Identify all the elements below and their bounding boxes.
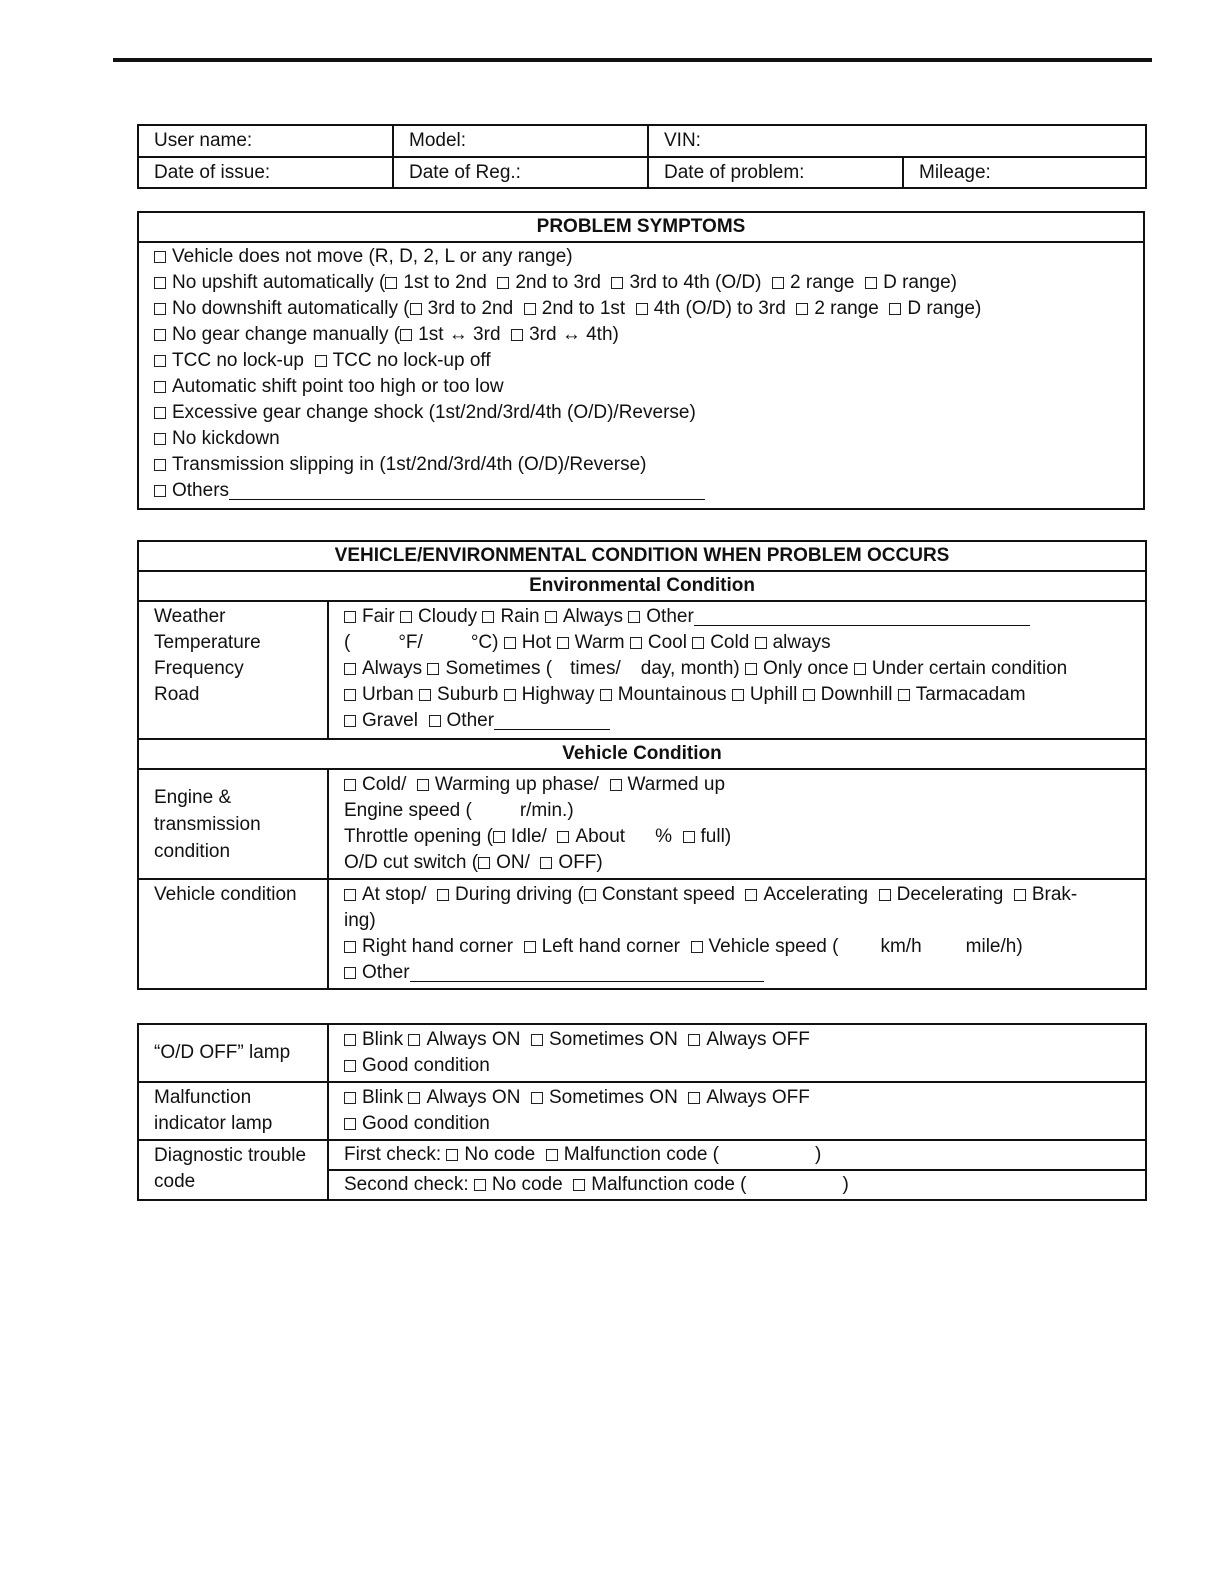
checkbox[interactable] (557, 831, 569, 843)
checkbox[interactable] (344, 715, 356, 727)
checkbox[interactable] (683, 831, 695, 843)
mil-label: Malfunction indicator lamp (154, 1087, 273, 1134)
checkbox[interactable] (691, 941, 703, 953)
checkbox[interactable] (889, 303, 901, 315)
mil-options: Blink Always ON Sometimes ON Always OFF (344, 1085, 1145, 1111)
checkbox[interactable] (504, 637, 516, 649)
checkbox[interactable] (493, 831, 505, 843)
checkbox[interactable] (732, 689, 744, 701)
engine-speed-row: Engine speed ( r/min.) (344, 800, 574, 821)
od-off-lamp-label: “O/D OFF” lamp (154, 1042, 291, 1063)
driving-state-options: At stop/ During driving ( Constant speed Accelerating Decelerating Brak- (344, 882, 1145, 908)
checkbox[interactable] (531, 1092, 543, 1104)
checkbox[interactable] (692, 637, 704, 649)
checkbox[interactable] (478, 857, 490, 869)
environmental-condition-title: Environmental Condition (138, 571, 1146, 601)
user-name-field[interactable]: User name: (138, 125, 393, 157)
corner-speed-options: Right hand corner Left hand corner Vehicle speed ( km/h mile/h) (344, 934, 1145, 960)
checkbox[interactable] (524, 941, 536, 953)
vehicle-condition-label: Vehicle condition (154, 884, 297, 905)
others-blank[interactable] (229, 479, 705, 500)
checkbox[interactable] (600, 689, 612, 701)
checkbox[interactable] (344, 611, 356, 623)
mileage-field[interactable]: Mileage: (903, 157, 1146, 188)
symptom-1: Vehicle does not move (R, D, 2, L or any range) (154, 244, 1143, 270)
checkbox[interactable] (154, 381, 166, 393)
checkbox[interactable] (344, 1034, 356, 1046)
date-of-issue-field[interactable]: Date of issue: (138, 157, 393, 188)
checkbox[interactable] (344, 889, 356, 901)
checkbox[interactable] (400, 611, 412, 623)
conditions-title: VEHICLE/ENVIRONMENTAL CONDITION WHEN PROBLEM OCCURS (138, 541, 1146, 571)
checkbox[interactable] (154, 329, 166, 341)
checkbox[interactable] (154, 407, 166, 419)
frequency-options: Always Sometimes ( times/ day, month) Only once Under certain condition (344, 656, 1145, 682)
checkbox[interactable] (865, 277, 877, 289)
od-lamp-options: Blink Always ON Sometimes ON Always OFF (344, 1027, 1145, 1053)
checkbox[interactable] (429, 715, 441, 727)
vehicle-other-blank[interactable] (410, 961, 764, 982)
checkbox[interactable] (745, 889, 757, 901)
checkbox[interactable] (154, 355, 166, 367)
checkbox[interactable] (344, 779, 356, 791)
checkbox[interactable] (437, 889, 449, 901)
checkbox[interactable] (1014, 889, 1026, 901)
engine-state-options: Cold/ Warming up phase/ Warmed up (344, 772, 1145, 798)
checkbox[interactable] (474, 1179, 486, 1191)
date-of-reg-field[interactable]: Date of Reg.: (393, 157, 648, 188)
checkbox[interactable] (545, 611, 557, 623)
frequency-label: Frequency (154, 658, 244, 679)
problem-symptoms-title: PROBLEM SYMPTOMS (138, 212, 1144, 242)
mil-good: Good condition (344, 1111, 1145, 1137)
date-of-problem-field[interactable]: Date of problem: (648, 157, 903, 188)
checkbox[interactable] (154, 303, 166, 315)
checkbox[interactable] (344, 1060, 356, 1072)
od-cut-switch-row: O/D cut switch ( ON/ OFF) (344, 852, 603, 873)
checkbox[interactable] (408, 1034, 420, 1046)
vin-field[interactable]: VIN: (648, 125, 1146, 157)
checkbox[interactable] (154, 433, 166, 445)
checkbox[interactable] (688, 1092, 700, 1104)
checkbox[interactable] (573, 1179, 585, 1191)
road-other-blank[interactable] (494, 709, 610, 730)
checkbox[interactable] (410, 303, 422, 315)
checkbox[interactable] (482, 611, 494, 623)
symptom-5: TCC no lock-up TCC no lock-up off (154, 348, 1143, 374)
checkbox[interactable] (511, 329, 523, 341)
checkbox[interactable] (154, 459, 166, 471)
checkbox[interactable] (385, 277, 397, 289)
vehicle-info-table (137, 124, 1147, 189)
model-field[interactable]: Model: (393, 125, 648, 157)
temperature-label: Temperature (154, 632, 261, 653)
checkbox[interactable] (796, 303, 808, 315)
checkbox[interactable] (755, 637, 767, 649)
checkbox[interactable] (427, 663, 439, 675)
checkbox[interactable] (854, 663, 866, 675)
checkbox[interactable] (611, 277, 623, 289)
conditions-table (137, 540, 1147, 990)
checkbox[interactable] (315, 355, 327, 367)
checkbox[interactable] (408, 1092, 420, 1104)
checkbox[interactable] (344, 689, 356, 701)
od-lamp-good: Good condition (344, 1053, 1145, 1079)
problem-symptoms-table (137, 211, 1145, 510)
checkbox[interactable] (610, 779, 622, 791)
checkbox[interactable] (630, 637, 642, 649)
checkbox[interactable] (344, 1092, 356, 1104)
road-options-2: Gravel Other (344, 708, 1145, 734)
vehicle-other-row: Other (344, 960, 1145, 986)
symptom-10: Others (154, 478, 1143, 504)
checkbox[interactable] (628, 611, 640, 623)
checkbox[interactable] (446, 1149, 458, 1161)
checkbox[interactable] (497, 277, 509, 289)
symptom-7: Excessive gear change shock (1st/2nd/3rd/4th (O/D)/Reverse) (154, 400, 1143, 426)
weather-label: Weather (154, 606, 226, 627)
checkbox[interactable] (154, 277, 166, 289)
checkbox[interactable] (540, 857, 552, 869)
road-label: Road (154, 684, 200, 705)
symptom-2: No upshift automatically ( 1st to 2nd 2nd to 3rd 3rd to 4th (O/D) 2 range D range) (154, 270, 1143, 296)
checkbox[interactable] (419, 689, 431, 701)
checkbox[interactable] (803, 689, 815, 701)
checkbox[interactable] (546, 1149, 558, 1161)
engine-transmission-label: Engine & transmission condition (154, 786, 261, 862)
checkbox[interactable] (688, 1034, 700, 1046)
weather-options: Fair Cloudy Rain Always Other (344, 604, 1145, 630)
symptom-8: No kickdown (154, 426, 1143, 452)
checkbox[interactable] (879, 889, 891, 901)
top-rule (113, 58, 1152, 62)
weather-other-blank[interactable] (694, 605, 1030, 626)
vehicle-condition-title: Vehicle Condition (138, 739, 1146, 769)
checkbox[interactable] (344, 1118, 356, 1130)
second-check-row: Second check: No code Malfunction code ( ) (344, 1174, 849, 1195)
checkbox[interactable] (344, 941, 356, 953)
checkbox[interactable] (898, 689, 910, 701)
checkbox[interactable] (524, 303, 536, 315)
checkbox[interactable] (400, 329, 412, 341)
checkbox[interactable] (154, 251, 166, 263)
checkbox[interactable] (584, 889, 596, 901)
checkbox[interactable] (344, 967, 356, 979)
lamp-dtc-table (137, 1023, 1147, 1201)
symptom-9: Transmission slipping in (1st/2nd/3rd/4th (O/D)/Reverse) (154, 452, 1143, 478)
checkbox[interactable] (154, 485, 166, 497)
symptom-3: No downshift automatically ( 3rd to 2nd 2nd to 1st 4th (O/D) to 3rd 2 range D range) (154, 296, 1143, 322)
throttle-row: Throttle opening ( Idle/ About % full) (344, 826, 732, 847)
checkbox[interactable] (772, 277, 784, 289)
checkbox[interactable] (557, 637, 569, 649)
checkbox[interactable] (531, 1034, 543, 1046)
road-options: Urban Suburb Highway Mountainous Uphill Downhill Tarmacadam (344, 682, 1145, 708)
checkbox[interactable] (504, 689, 516, 701)
first-check-row: First check: No code Malfunction code ( ) (344, 1144, 822, 1165)
symptom-4: No gear change manually ( 1st ↔ 3rd 3rd ↔ 4th) (154, 322, 1143, 348)
checkbox[interactable] (745, 663, 757, 675)
dtc-label: Diagnostic trouble code (154, 1145, 307, 1192)
checkbox[interactable] (417, 779, 429, 791)
symptom-6: Automatic shift point too high or too low (154, 374, 1143, 400)
driving-state-cont: ing) (344, 910, 376, 931)
checkbox[interactable] (636, 303, 648, 315)
temperature-options: ( °F/ °C) Hot Warm Cool Cold always (344, 632, 831, 653)
checkbox[interactable] (344, 663, 356, 675)
